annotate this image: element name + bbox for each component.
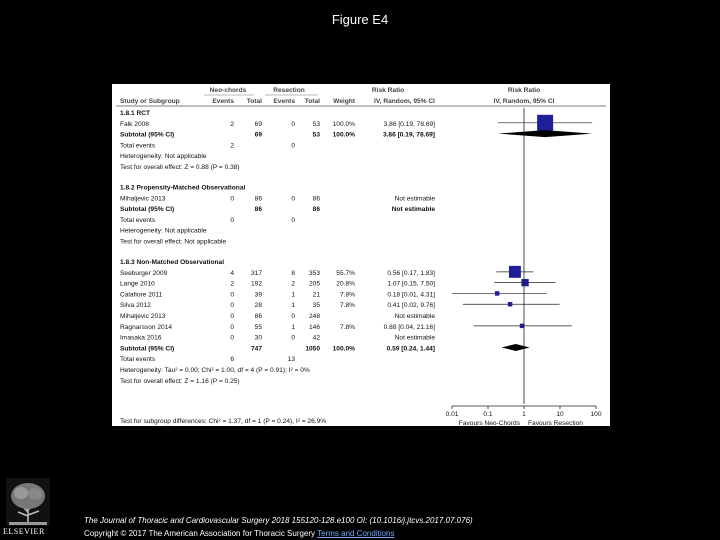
- subtotal-weight: 100.0%: [332, 345, 355, 353]
- subtotal-label: Subtotal (95% CI): [120, 345, 175, 353]
- citation-footer: [84, 514, 473, 540]
- treatment-events: 0: [230, 313, 234, 321]
- column-header-total: Total: [304, 98, 320, 105]
- x-axis-tick-label: 10: [556, 411, 564, 418]
- total-events-label: Total events: [120, 356, 156, 364]
- treatment-total: 192: [250, 280, 262, 288]
- control-events: 8: [291, 269, 295, 277]
- treatment-total: 28: [254, 302, 262, 310]
- x-axis-tick-label: 100: [590, 411, 602, 418]
- study-weight: 7.8%: [339, 323, 355, 331]
- study-risk-ratio-ci: 0.88 [0.04, 21.16]: [383, 323, 435, 331]
- slide-title: Figure E4: [331, 12, 389, 27]
- study-weight: 7.8%: [339, 291, 355, 299]
- study-weight: 20.8%: [336, 280, 355, 288]
- pooled-estimate-diamond: [498, 130, 592, 137]
- total-events-control: 0: [291, 216, 295, 224]
- study-risk-ratio-ci: 3.86 [0.19, 78.69]: [383, 120, 435, 128]
- heterogeneity-text: Heterogeneity: Tau² = 0.00; Chi² = 1.00, df = 4 (P = 0.91); I² = 0%: [120, 367, 310, 375]
- subtotal-treatment-total: 86: [254, 206, 262, 214]
- treatment-total: 69: [254, 120, 262, 128]
- subtotal-label: Subtotal (95% CI): [120, 206, 175, 214]
- subgroup-title: 1.8.3 Non-Matched Observational: [120, 259, 225, 267]
- subtotal-risk-ratio-ci: Not estimable: [391, 206, 435, 214]
- total-events-control: 0: [291, 142, 295, 150]
- control-events: 0: [291, 334, 295, 342]
- column-header-events: Events: [273, 98, 295, 105]
- treatment-total: 30: [254, 334, 262, 342]
- treatment-group-header: Neo-chords: [209, 87, 247, 94]
- control-total: 86: [312, 195, 320, 203]
- treatment-total: 86: [254, 313, 262, 321]
- study-name: Silva 2012: [120, 302, 151, 310]
- risk-ratio-header: Risk Ratio: [371, 87, 405, 94]
- total-events-treatment: 0: [230, 216, 234, 224]
- control-total: 53: [312, 120, 320, 128]
- overall-effect-text: Test for overall effect: Z = 0.88 (P = 0.38): [120, 164, 240, 171]
- study-name: Falk 2008: [120, 120, 149, 128]
- total-events-treatment: 2: [230, 142, 234, 150]
- subtotal-label: Subtotal (95% CI): [120, 131, 175, 139]
- study-risk-ratio-ci: Not estimable: [394, 334, 435, 342]
- subtotal-risk-ratio-ci: 0.59 [0.24, 1.44]: [386, 345, 435, 353]
- column-header-weight: Weight: [333, 98, 355, 105]
- control-total: 21: [312, 291, 320, 299]
- total-events-label: Total events: [120, 216, 156, 224]
- treatment-events: 0: [230, 323, 234, 331]
- treatment-total: 317: [250, 269, 262, 277]
- x-axis-tick-label: 1: [522, 411, 526, 418]
- column-header-total: Total: [246, 98, 262, 105]
- subtotal-control-total: 86: [312, 206, 320, 214]
- control-total: 146: [308, 323, 320, 331]
- study-risk-ratio-ci: 0.56 [0.17, 1.83]: [387, 269, 435, 277]
- treatment-events: 0: [230, 302, 234, 310]
- subtotal-treatment-total: 747: [250, 345, 262, 353]
- column-header-events: Events: [212, 98, 234, 105]
- control-events: 0: [291, 195, 295, 203]
- overall-effect-text: Test for overall effect: Z = 1.16 (P = 0.25): [120, 377, 240, 385]
- study-risk-ratio-ci: 0.41 [0.02, 9.76]: [387, 302, 435, 310]
- study-name: Lange 2010: [120, 280, 155, 288]
- column-header-risk-ratio-ci: IV, Random, 95% CI: [374, 98, 435, 105]
- subgroup-title: 1.8.1 RCT: [120, 110, 151, 117]
- study-weight: 7.8%: [339, 302, 355, 310]
- study-effect-marker: [520, 324, 524, 328]
- control-events: 1: [291, 291, 295, 299]
- treatment-total: 86: [254, 195, 262, 203]
- risk-ratio-plot-header: Risk Ratio: [507, 87, 541, 94]
- control-total: 353: [308, 269, 320, 277]
- treatment-total: 39: [254, 291, 262, 299]
- study-effect-marker: [495, 291, 499, 295]
- study-name: Mihaljevic 2013: [120, 313, 166, 321]
- subtotal-treatment-total: 69: [254, 131, 262, 139]
- total-events-label: Total events: [120, 142, 156, 150]
- treatment-events: 0: [230, 334, 234, 342]
- copyright-text: Copyright © 2017 The American Association for Thoracic Surgery: [84, 529, 316, 538]
- study-name: Ragnarsson 2014: [120, 323, 173, 331]
- study-name: Mihaljevic 2013: [120, 195, 166, 203]
- terms-link[interactable]: Terms and Conditions: [317, 529, 395, 538]
- control-events: 1: [291, 302, 295, 310]
- study-weight: 100.0%: [332, 120, 355, 128]
- pooled-estimate-diamond: [502, 344, 530, 351]
- study-weight: 55.7%: [336, 269, 355, 277]
- study-name: Calafiore 2011: [120, 291, 163, 299]
- favours-left-label: Favours Neo-Chords: [458, 420, 520, 426]
- x-axis-tick-label: 0.1: [483, 411, 493, 418]
- copyright-line: [84, 527, 473, 540]
- overall-effect-text: Test for overall effect: Not applicable: [120, 238, 227, 246]
- subtotal-weight: 100.0%: [332, 131, 355, 139]
- control-events: 0: [291, 313, 295, 321]
- treatment-events: 0: [230, 195, 234, 203]
- x-axis-tick-label: 0.01: [445, 411, 459, 418]
- subtotal-control-total: 53: [312, 131, 320, 139]
- subgroup-differences-text: Test for subgroup differences: Chi² = 1.37, df = 1 (P = 0.24), I² = 26.9%: [120, 418, 327, 425]
- control-group-header: Resection: [273, 87, 305, 94]
- treatment-total: 55: [254, 323, 262, 331]
- total-events-control: 13: [287, 356, 295, 364]
- control-events: 0: [291, 120, 295, 128]
- publisher-wordmark: ELSEVIER: [3, 527, 45, 536]
- control-total: 35: [312, 302, 320, 310]
- column-header-study: Study or Subgroup: [120, 98, 180, 105]
- treatment-events: 4: [230, 269, 234, 277]
- subtotal-control-total: 1050: [305, 345, 320, 353]
- treatment-events: 2: [230, 120, 234, 128]
- study-risk-ratio-ci: Not estimable: [394, 313, 435, 321]
- forest-plot: [112, 84, 610, 426]
- heterogeneity-text: Heterogeneity: Not applicable: [120, 227, 207, 235]
- study-name: Seeburger 2009: [120, 269, 168, 277]
- column-header-plot-ci: IV, Random, 95% CI: [493, 98, 555, 105]
- study-effect-marker: [509, 266, 521, 278]
- study-name: Imasaka 2016: [120, 334, 162, 342]
- control-events: 2: [291, 280, 295, 288]
- study-effect-marker: [537, 115, 553, 131]
- subgroup-title: 1.8.2 Propensity-Matched Observational: [120, 184, 246, 192]
- treatment-events: 2: [230, 280, 234, 288]
- control-total: 248: [308, 313, 320, 321]
- treatment-events: 0: [230, 291, 234, 299]
- control-events: 1: [291, 323, 295, 331]
- study-risk-ratio-ci: Not estimable: [394, 195, 435, 203]
- favours-right-label: Favours Resection: [528, 420, 583, 426]
- study-effect-marker: [508, 302, 512, 306]
- subtotal-risk-ratio-ci: 3.86 [0.19, 78.69]: [382, 131, 435, 139]
- study-risk-ratio-ci: 0.18 [0.01, 4.31]: [387, 291, 435, 299]
- study-risk-ratio-ci: 1.07 [0.15, 7.50]: [387, 280, 435, 288]
- journal-citation: The Journal of Thoracic and Cardiovascular Surgery 2018 155120-128.e100 OI: (10.1016/j.jtcvs.2017.07.076): [84, 516, 473, 525]
- total-events-treatment: 6: [230, 356, 234, 364]
- control-total: 205: [308, 280, 320, 288]
- heterogeneity-text: Heterogeneity: Not applicable: [120, 153, 207, 161]
- forest-plot-figure: [112, 84, 610, 426]
- control-total: 42: [312, 334, 320, 342]
- study-effect-marker: [521, 279, 528, 286]
